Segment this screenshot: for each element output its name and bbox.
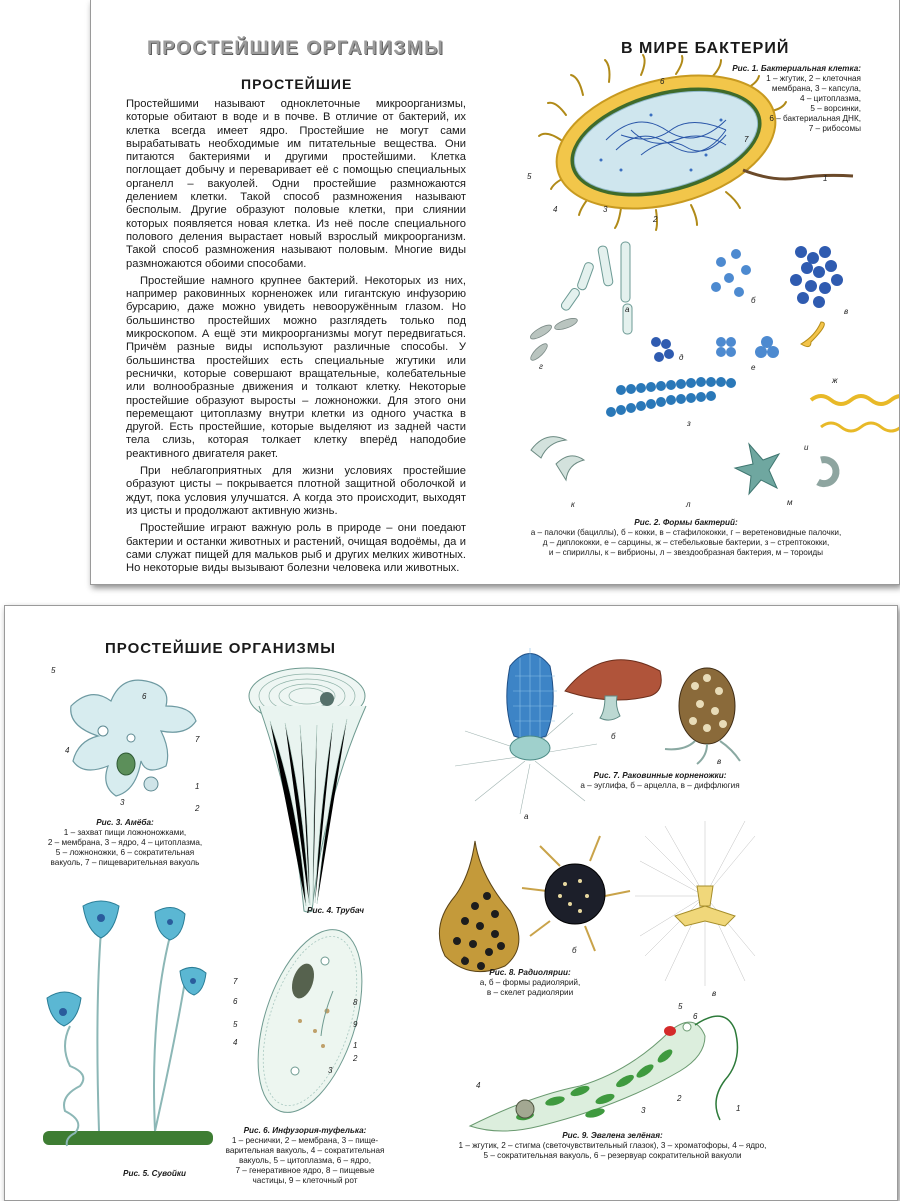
right-title: В МИРЕ БАКТЕРИЙ (621, 40, 790, 57)
label: 1 (736, 1104, 741, 1113)
label: е (751, 363, 756, 372)
label: 4 (233, 1038, 238, 1047)
label: 2 (353, 1054, 358, 1063)
fig2-caption (486, 518, 886, 558)
label: 4 (476, 1081, 481, 1090)
label: 2 (677, 1094, 682, 1103)
label: в (844, 307, 849, 316)
caption-line: 1 – захват пищи ложноножками, (63, 828, 187, 837)
label: 5 (527, 172, 532, 181)
fig1-caption (691, 64, 861, 134)
label: 7 (744, 135, 749, 144)
page-protozoa (4, 605, 898, 1201)
label: м (787, 498, 793, 507)
paragraph: При неблагоприятных для жизни условиях простейшие образуют цисты – покрывается плотной защитной оболочкой и ждут, пока условия улучшатся. А когда это происходит, выходят из цисты и продолжают активную жизнь. (126, 465, 466, 517)
page-title: ПРОСТЕЙШИЕ ОРГАНИЗМЫ (105, 640, 336, 657)
label: д (679, 353, 684, 362)
caption-line: 5 – сократительная вакуоль, 6 – резервуар сократительной вакуоли (483, 1151, 742, 1160)
caption-title: Рис. 2. Формы бактерий: (634, 518, 738, 527)
caption-line: 6 – бактериальная ДНК, (769, 114, 861, 123)
caption-line: а – эуглифа, б – арцелла, в – диффлюгия (580, 781, 740, 790)
caption-line: а – палочки (бациллы), б – кокки, в – стафилококки, г – веретеновидные палочки, (530, 528, 842, 537)
caption-title: Рис. 9. Эвглена зелёная: (562, 1131, 663, 1140)
amoeba-illustration (41, 666, 201, 816)
label: а (462, 954, 467, 963)
fig6-caption (210, 1126, 400, 1186)
label: 5 (233, 1020, 238, 1029)
section-title: ПРОСТЕЙШИЕ ОРГАНИЗМЫ (147, 38, 445, 59)
label: 2 (195, 804, 200, 813)
label: 9 (353, 1020, 358, 1029)
label: в (712, 989, 717, 998)
caption-line: 2 – мембрана, 3 – ядро, 4 – цитоплазма, (47, 838, 203, 847)
caption-title: Рис. 4. Трубач (307, 906, 364, 915)
caption-title: Рис. 7. Раковинные корненожки: (593, 771, 727, 780)
label: 3 (641, 1106, 646, 1115)
label: 5 (51, 666, 56, 675)
caption-line: в – скелет радиолярии (486, 988, 574, 997)
paragraph: Простейшие играют важную роль в природе – они поедают бактерии и останки животных и растений, очищая водоёмы, да и сами служат пищей для мальков рыб и других мелких животных. Но некоторые виды вызывают болезни человека или животных. (126, 522, 466, 575)
caption-line: д – диплококки, е – сарцины, ж – стебельковые бактерии, з – стрептококки, (542, 538, 830, 547)
fig9-caption (415, 1131, 810, 1161)
caption-line: вакуоль, 7 – пищеварительная вакуоль (50, 858, 200, 867)
label: 7 (195, 735, 200, 744)
caption-line: 7 – генеративное ядро, 8 – пищевые (235, 1166, 375, 1175)
caption-line: мембрана, 3 – капсула, (771, 84, 861, 93)
label: 1 (823, 174, 828, 183)
page-bacteria (90, 0, 900, 585)
label: г (539, 362, 543, 371)
label: 6 (693, 1012, 698, 1021)
caption-line: 1 – реснички, 2 – мембрана, 3 – пище- (231, 1136, 379, 1145)
label: 7 (233, 977, 238, 986)
label: 3 (603, 205, 608, 214)
vorticella-illustration (35, 876, 225, 1156)
label: 5 (678, 1002, 683, 1011)
label: б (572, 946, 577, 955)
caption-line: 7 – рибосомы (808, 124, 861, 133)
label: з (687, 419, 691, 428)
caption-line: и – спириллы, к – вибрионы, л – звездообразная бактерия, м – тороиды (548, 548, 824, 557)
label: 3 (120, 798, 125, 807)
caption-title: Рис. 1. Бактериальная клетка: (732, 64, 861, 73)
fig5-caption (123, 1169, 203, 1179)
fig3-caption (25, 818, 225, 868)
caption-title: Рис. 5. Сувойки (123, 1169, 187, 1178)
article-title: ПРОСТЕЙШИЕ (241, 76, 353, 92)
label: к (571, 500, 575, 509)
label: 2 (653, 215, 658, 224)
fig7-caption (550, 771, 770, 791)
caption-title: Рис. 6. Инфузория-туфелька: (243, 1126, 367, 1135)
caption-line: 5 – ворсинки, (810, 104, 861, 113)
label: и (804, 443, 809, 452)
label: 1 (195, 782, 200, 791)
label: ж (832, 376, 838, 385)
caption-line: 1 – жгутик, 2 – клеточная (766, 74, 861, 83)
euglena-illustration (465, 1011, 765, 1141)
label: в (717, 757, 722, 766)
caption-title: Рис. 3. Амёба: (96, 818, 154, 827)
label: 4 (65, 746, 70, 755)
bacteria-forms-illustration (511, 232, 851, 512)
caption-title: Рис. 8. Радиолярии: (489, 968, 571, 977)
label: 4 (553, 205, 558, 214)
fig8-caption (455, 968, 605, 998)
caption-line: 1 – жгутик, 2 – стигма (светочувствительный глазок), 3 – хроматофоры, 4 – ядро, (458, 1141, 767, 1150)
label: а (524, 812, 529, 821)
caption-line: 5 – ложноножки, 6 – сократительная (55, 848, 195, 857)
fig4-caption (307, 906, 387, 916)
caption-line: вакуоль, 5 – цитоплазма, 6 – ядро, (239, 1156, 371, 1165)
label: а (625, 305, 630, 314)
label: 6 (660, 77, 665, 86)
label: 1 (353, 1041, 358, 1050)
paragraph: Простейшие намного крупнее бактерий. Некоторых из них, например раковинных корненожек или гигантскую инфузорию бурсарию, даже можно увидеть невооружённым глазом. Но большинство простейших можно разглядеть только под микроскопом. А ещё эти микроорганизмы могут передвигаться. Причём разные виды используют различные способы. У большинства простейших есть специальные жгутики или реснички, которые совершают вращательные, колебательные или волнообразные движения и толкают клетку. Некоторые простейшие образуют выросты – ложноножки. Для этого они перемещают цитоплазму внутри клетки из одного участка в другой. Есть простейшие, которые выделяют из задней части тела слизь, которая толкает клетку вперёд наподобие реактивного двигателя ракет. (126, 274, 466, 460)
article-body (126, 98, 466, 579)
label: 6 (233, 997, 238, 1006)
caption-line: частицы, 9 – клеточный рот (252, 1176, 358, 1185)
label: 8 (353, 998, 358, 1007)
label: л (686, 500, 691, 509)
caption-line: а, б – формы радиолярий, (479, 978, 581, 987)
label: б (611, 732, 616, 741)
label: 3 (328, 1066, 333, 1075)
label: б (751, 296, 756, 305)
stentor-illustration (245, 661, 375, 916)
label: 6 (142, 692, 147, 701)
paragraph: Простейшими называют одноклеточные микроорганизмы, которые обитают в воде и в почве. В отличие от бактерий, их клетка всегда имеет ядро. Простейшие не могут сами вырабатывать необходимые им питательные вещества. Они питаются бактериями и другими простейшими. Клетка поглощает добычу и переваривает её с помощью специальных органелл – вакуолей. Одни простейшие размножаются делением клетки. Такой способ размножения называют бесполым. Другие образуют половые клетки, при слиянии которых появляется новая клетка. Из неё после специального полового деления вырастает новый взрослый микроорганизм. Такой способ размножения называют половым. Многие виды размножаются обоими способами. (126, 98, 466, 270)
caption-line: 4 – цитоплазма, (799, 94, 861, 103)
caption-line: варительная вакуоль, 4 – сократительная (225, 1146, 385, 1155)
